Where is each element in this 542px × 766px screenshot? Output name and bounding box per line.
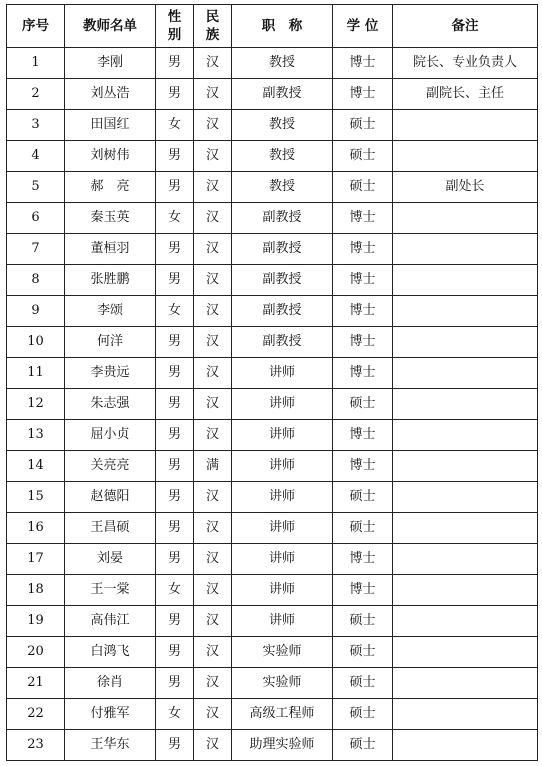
cell-index: 13: [7, 420, 65, 451]
table-row: [7, 265, 538, 296]
cell-note: [393, 575, 538, 606]
cell-degree: 博士: [333, 203, 393, 234]
cell-degree: 硕士: [333, 172, 393, 203]
cell-title: 讲师: [232, 389, 333, 420]
cell-gender: 男: [156, 389, 194, 420]
cell-note: [393, 730, 538, 761]
cell-index: 11: [7, 358, 65, 389]
cell-title: 教授: [232, 48, 333, 79]
cell-note: [393, 482, 538, 513]
cell-name: 付雅军: [65, 699, 156, 730]
table-header: [7, 5, 538, 48]
table-row: [7, 544, 538, 575]
cell-name: 关亮亮: [65, 451, 156, 482]
cell-title: 讲师: [232, 451, 333, 482]
table-row: [7, 234, 538, 265]
cell-note: [393, 513, 538, 544]
cell-degree: 硕士: [333, 482, 393, 513]
table-row: [7, 668, 538, 699]
cell-index: 22: [7, 699, 65, 730]
table-row: [7, 637, 538, 668]
cell-gender: 男: [156, 48, 194, 79]
cell-index: 23: [7, 730, 65, 761]
cell-note: [393, 296, 538, 327]
cell-index: 20: [7, 637, 65, 668]
cell-note: [393, 637, 538, 668]
cell-degree: 硕士: [333, 141, 393, 172]
cell-index: 15: [7, 482, 65, 513]
cell-name: 王昌硕: [65, 513, 156, 544]
cell-note: 副院长、主任: [393, 79, 538, 110]
cell-gender: 男: [156, 141, 194, 172]
cell-degree: 硕士: [333, 730, 393, 761]
cell-index: 3: [7, 110, 65, 141]
cell-index: 4: [7, 141, 65, 172]
cell-index: 8: [7, 265, 65, 296]
cell-gender: 女: [156, 110, 194, 141]
cell-title: 副教授: [232, 296, 333, 327]
header-degree: 学 位: [333, 5, 393, 48]
cell-index: 19: [7, 606, 65, 637]
cell-title: 教授: [232, 141, 333, 172]
table-row: [7, 296, 538, 327]
cell-ethnicity: 汉: [194, 79, 232, 110]
header-row: [7, 5, 538, 48]
cell-gender: 男: [156, 668, 194, 699]
header-gender-top: 性: [167, 9, 182, 25]
table-row: [7, 575, 538, 606]
cell-gender: 男: [156, 327, 194, 358]
cell-ethnicity: 汉: [194, 575, 232, 606]
cell-note: [393, 234, 538, 265]
table-row: [7, 513, 538, 544]
cell-name: 徐肖: [65, 668, 156, 699]
table-row: [7, 79, 538, 110]
cell-note: [393, 265, 538, 296]
cell-index: 21: [7, 668, 65, 699]
cell-ethnicity: 汉: [194, 606, 232, 637]
cell-ethnicity: 汉: [194, 513, 232, 544]
cell-gender: 男: [156, 730, 194, 761]
cell-ethnicity: 汉: [194, 141, 232, 172]
cell-note: 副处长: [393, 172, 538, 203]
cell-name: 李刚: [65, 48, 156, 79]
cell-degree: 硕士: [333, 110, 393, 141]
table-row: [7, 203, 538, 234]
cell-index: 1: [7, 48, 65, 79]
cell-title: 副教授: [232, 79, 333, 110]
cell-title: 高级工程师: [232, 699, 333, 730]
header-gender-bottom: 别: [167, 27, 182, 43]
cell-title: 讲师: [232, 513, 333, 544]
cell-title: 副教授: [232, 327, 333, 358]
cell-gender: 男: [156, 358, 194, 389]
cell-name: 郝 亮: [65, 172, 156, 203]
cell-degree: 博士: [333, 296, 393, 327]
cell-index: 18: [7, 575, 65, 606]
cell-index: 16: [7, 513, 65, 544]
cell-name: 王华东: [65, 730, 156, 761]
cell-name: 张胜鹏: [65, 265, 156, 296]
cell-degree: 博士: [333, 265, 393, 296]
cell-note: [393, 420, 538, 451]
table-row: [7, 141, 538, 172]
cell-ethnicity: 汉: [194, 668, 232, 699]
cell-degree: 硕士: [333, 637, 393, 668]
cell-index: 10: [7, 327, 65, 358]
cell-title: 副教授: [232, 203, 333, 234]
cell-note: [393, 141, 538, 172]
cell-title: 讲师: [232, 544, 333, 575]
cell-name: 屈小贞: [65, 420, 156, 451]
table-row: [7, 606, 538, 637]
cell-note: [393, 451, 538, 482]
cell-title: 讲师: [232, 482, 333, 513]
cell-note: 院长、专业负责人: [393, 48, 538, 79]
header-index: 序号: [7, 5, 65, 48]
cell-ethnicity: 汉: [194, 699, 232, 730]
cell-name: 李贵远: [65, 358, 156, 389]
cell-note: [393, 544, 538, 575]
cell-ethnicity: 汉: [194, 730, 232, 761]
cell-degree: 博士: [333, 234, 393, 265]
table-row: [7, 358, 538, 389]
cell-name: 何洋: [65, 327, 156, 358]
cell-name: 李颂: [65, 296, 156, 327]
cell-index: 17: [7, 544, 65, 575]
cell-ethnicity: 汉: [194, 203, 232, 234]
table-row: [7, 699, 538, 730]
cell-ethnicity: 汉: [194, 389, 232, 420]
cell-index: 6: [7, 203, 65, 234]
cell-name: 赵德阳: [65, 482, 156, 513]
cell-degree: 硕士: [333, 668, 393, 699]
cell-degree: 博士: [333, 544, 393, 575]
teacher-roster-table: [6, 4, 538, 761]
cell-gender: 男: [156, 265, 194, 296]
table-row: [7, 730, 538, 761]
cell-gender: 男: [156, 482, 194, 513]
cell-ethnicity: 汉: [194, 265, 232, 296]
cell-index: 7: [7, 234, 65, 265]
cell-degree: 硕士: [333, 606, 393, 637]
cell-note: [393, 327, 538, 358]
cell-index: 12: [7, 389, 65, 420]
header-ethnicity: [194, 5, 232, 48]
table-row: [7, 110, 538, 141]
cell-gender: 女: [156, 296, 194, 327]
cell-ethnicity: 汉: [194, 172, 232, 203]
cell-note: [393, 699, 538, 730]
cell-degree: 博士: [333, 48, 393, 79]
cell-name: 高伟江: [65, 606, 156, 637]
cell-ethnicity: 汉: [194, 420, 232, 451]
cell-gender: 男: [156, 606, 194, 637]
header-gender: [156, 5, 194, 48]
cell-title: 副教授: [232, 265, 333, 296]
cell-title: 实验师: [232, 668, 333, 699]
cell-degree: 博士: [333, 79, 393, 110]
cell-gender: 女: [156, 575, 194, 606]
cell-note: [393, 606, 538, 637]
cell-note: [393, 668, 538, 699]
cell-ethnicity: 汉: [194, 637, 232, 668]
cell-gender: 男: [156, 172, 194, 203]
cell-index: 9: [7, 296, 65, 327]
cell-gender: 男: [156, 79, 194, 110]
cell-title: 讲师: [232, 358, 333, 389]
cell-note: [393, 358, 538, 389]
cell-name: 王一棠: [65, 575, 156, 606]
cell-title: 讲师: [232, 420, 333, 451]
cell-ethnicity: 汉: [194, 358, 232, 389]
cell-degree: 硕士: [333, 513, 393, 544]
cell-title: 教授: [232, 172, 333, 203]
cell-ethnicity: 满: [194, 451, 232, 482]
header-name: 教师名单: [65, 5, 156, 48]
cell-note: [393, 389, 538, 420]
cell-title: 实验师: [232, 637, 333, 668]
cell-name: 白鸿飞: [65, 637, 156, 668]
cell-degree: 博士: [333, 420, 393, 451]
cell-name: 刘晏: [65, 544, 156, 575]
cell-degree: 硕士: [333, 699, 393, 730]
cell-ethnicity: 汉: [194, 544, 232, 575]
table-row: [7, 48, 538, 79]
cell-degree: 博士: [333, 358, 393, 389]
header-ethnicity-top: 民: [205, 9, 220, 25]
cell-title: 讲师: [232, 606, 333, 637]
cell-gender: 男: [156, 234, 194, 265]
cell-note: [393, 203, 538, 234]
cell-degree: 硕士: [333, 389, 393, 420]
cell-ethnicity: 汉: [194, 234, 232, 265]
cell-index: 2: [7, 79, 65, 110]
header-title: 职 称: [232, 5, 333, 48]
cell-gender: 女: [156, 699, 194, 730]
cell-title: 副教授: [232, 234, 333, 265]
cell-name: 刘丛浩: [65, 79, 156, 110]
header-note: 备注: [393, 5, 538, 48]
cell-degree: 博士: [333, 327, 393, 358]
table-row: [7, 420, 538, 451]
table-body: [7, 48, 538, 761]
cell-gender: 男: [156, 544, 194, 575]
cell-ethnicity: 汉: [194, 110, 232, 141]
cell-index: 14: [7, 451, 65, 482]
cell-gender: 男: [156, 420, 194, 451]
table-row: [7, 482, 538, 513]
cell-name: 秦玉英: [65, 203, 156, 234]
table-row: [7, 172, 538, 203]
table-row: [7, 389, 538, 420]
cell-title: 教授: [232, 110, 333, 141]
header-ethnicity-bottom: 族: [205, 27, 220, 43]
cell-ethnicity: 汉: [194, 48, 232, 79]
cell-gender: 女: [156, 203, 194, 234]
cell-title: 讲师: [232, 575, 333, 606]
table-row: [7, 451, 538, 482]
cell-ethnicity: 汉: [194, 296, 232, 327]
table-row: [7, 327, 538, 358]
cell-degree: 博士: [333, 451, 393, 482]
cell-index: 5: [7, 172, 65, 203]
cell-gender: 男: [156, 451, 194, 482]
cell-ethnicity: 汉: [194, 327, 232, 358]
cell-name: 董桓羽: [65, 234, 156, 265]
cell-name: 朱志强: [65, 389, 156, 420]
cell-gender: 男: [156, 513, 194, 544]
cell-ethnicity: 汉: [194, 482, 232, 513]
cell-name: 刘树伟: [65, 141, 156, 172]
cell-name: 田国红: [65, 110, 156, 141]
cell-title: 助理实验师: [232, 730, 333, 761]
cell-gender: 男: [156, 637, 194, 668]
cell-degree: 博士: [333, 575, 393, 606]
cell-note: [393, 110, 538, 141]
